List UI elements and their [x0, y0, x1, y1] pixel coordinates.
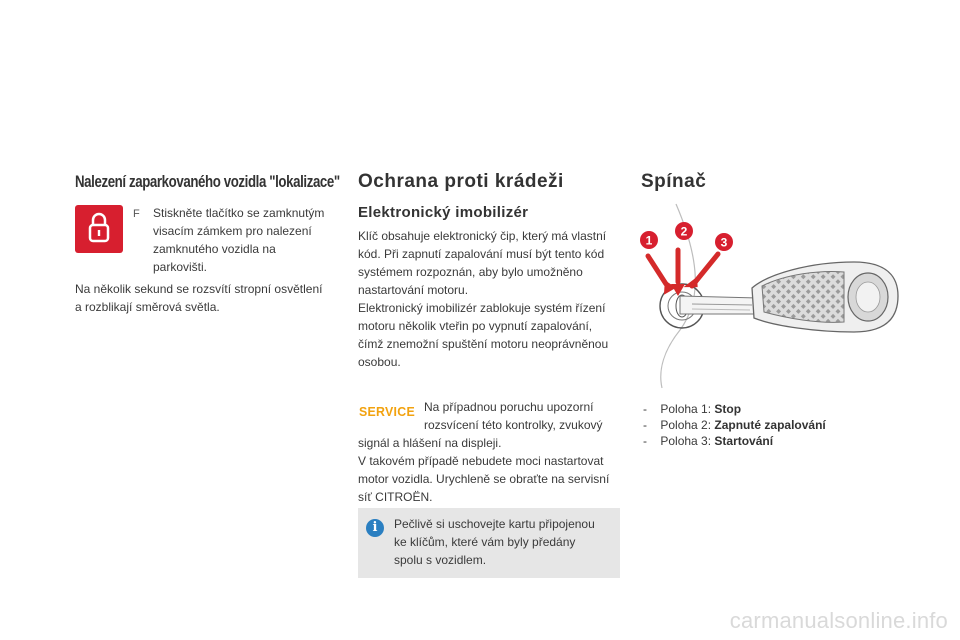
info-note-text: Pečlivě si uschovejte kartu připojenou ke klíčům, které vám byly předány spolu s vozidlem. [394, 517, 595, 567]
immobilizer-text: Klíč obsahuje elektronický čip, který má vlastní kód. Při zapnutí zapalování musí být tento kód systémem rozpoznán, aby bylo umožněno nastartování motoru. Elektronický imobilizér zablokuje systém řízení motoru několik vteřin po vypnutí zapalování, čímž znemožní spuštění motoru neoprávněnou osobou. [358, 229, 609, 369]
badge-3: 3 [720, 235, 728, 250]
immobilizer-subheading: Elektronický imobilizér [358, 204, 529, 221]
lock-button-icon [75, 205, 123, 253]
badge-1: 1 [645, 233, 653, 248]
position-badges [640, 222, 733, 251]
ignition-key-illustration [640, 200, 900, 390]
positions-list [643, 401, 826, 449]
position-item-3: - Poloha 3: Startování [643, 434, 774, 448]
position-item-2: - Poloha 2: Zapnuté zapalování [643, 418, 826, 432]
arrow-position-1 [648, 256, 666, 284]
service-text: signál a hlášení na displeji. V takovém případě nebudete moci nastartovat motor vozidla. Urychleně se obraťte na servisní síť CITROËN. [358, 436, 610, 504]
lokalizace-instruction: Stiskněte tlačítko se zamknutým visacím zámkem pro nalezení zamknutého vozidla na parkovišti. [153, 206, 325, 274]
bullet-marker: F [133, 208, 140, 220]
lokalizace-heading: Nalezení zaparkovaného vozidla "lokalizace" [75, 172, 340, 191]
theft-protection-heading: Ochrana proti krádeži [358, 171, 564, 192]
lokalizace-result-text: Na několik sekund se rozsvítí stropní osvětlení a rozblikají směrová světla. [75, 282, 323, 314]
badge-2: 2 [680, 224, 688, 239]
service-text-indented: Na případnou poruchu upozorní rozsvícení této kontrolky, zvukový [424, 400, 603, 432]
position-item-1: - Poloha 1: Stop [643, 402, 742, 416]
watermark-text: carmanualsonline.info [729, 608, 948, 633]
ignition-switch-heading: Spínač [641, 171, 707, 192]
service-warning-icon: SERVICE [359, 404, 415, 419]
info-icon: i [366, 519, 384, 537]
